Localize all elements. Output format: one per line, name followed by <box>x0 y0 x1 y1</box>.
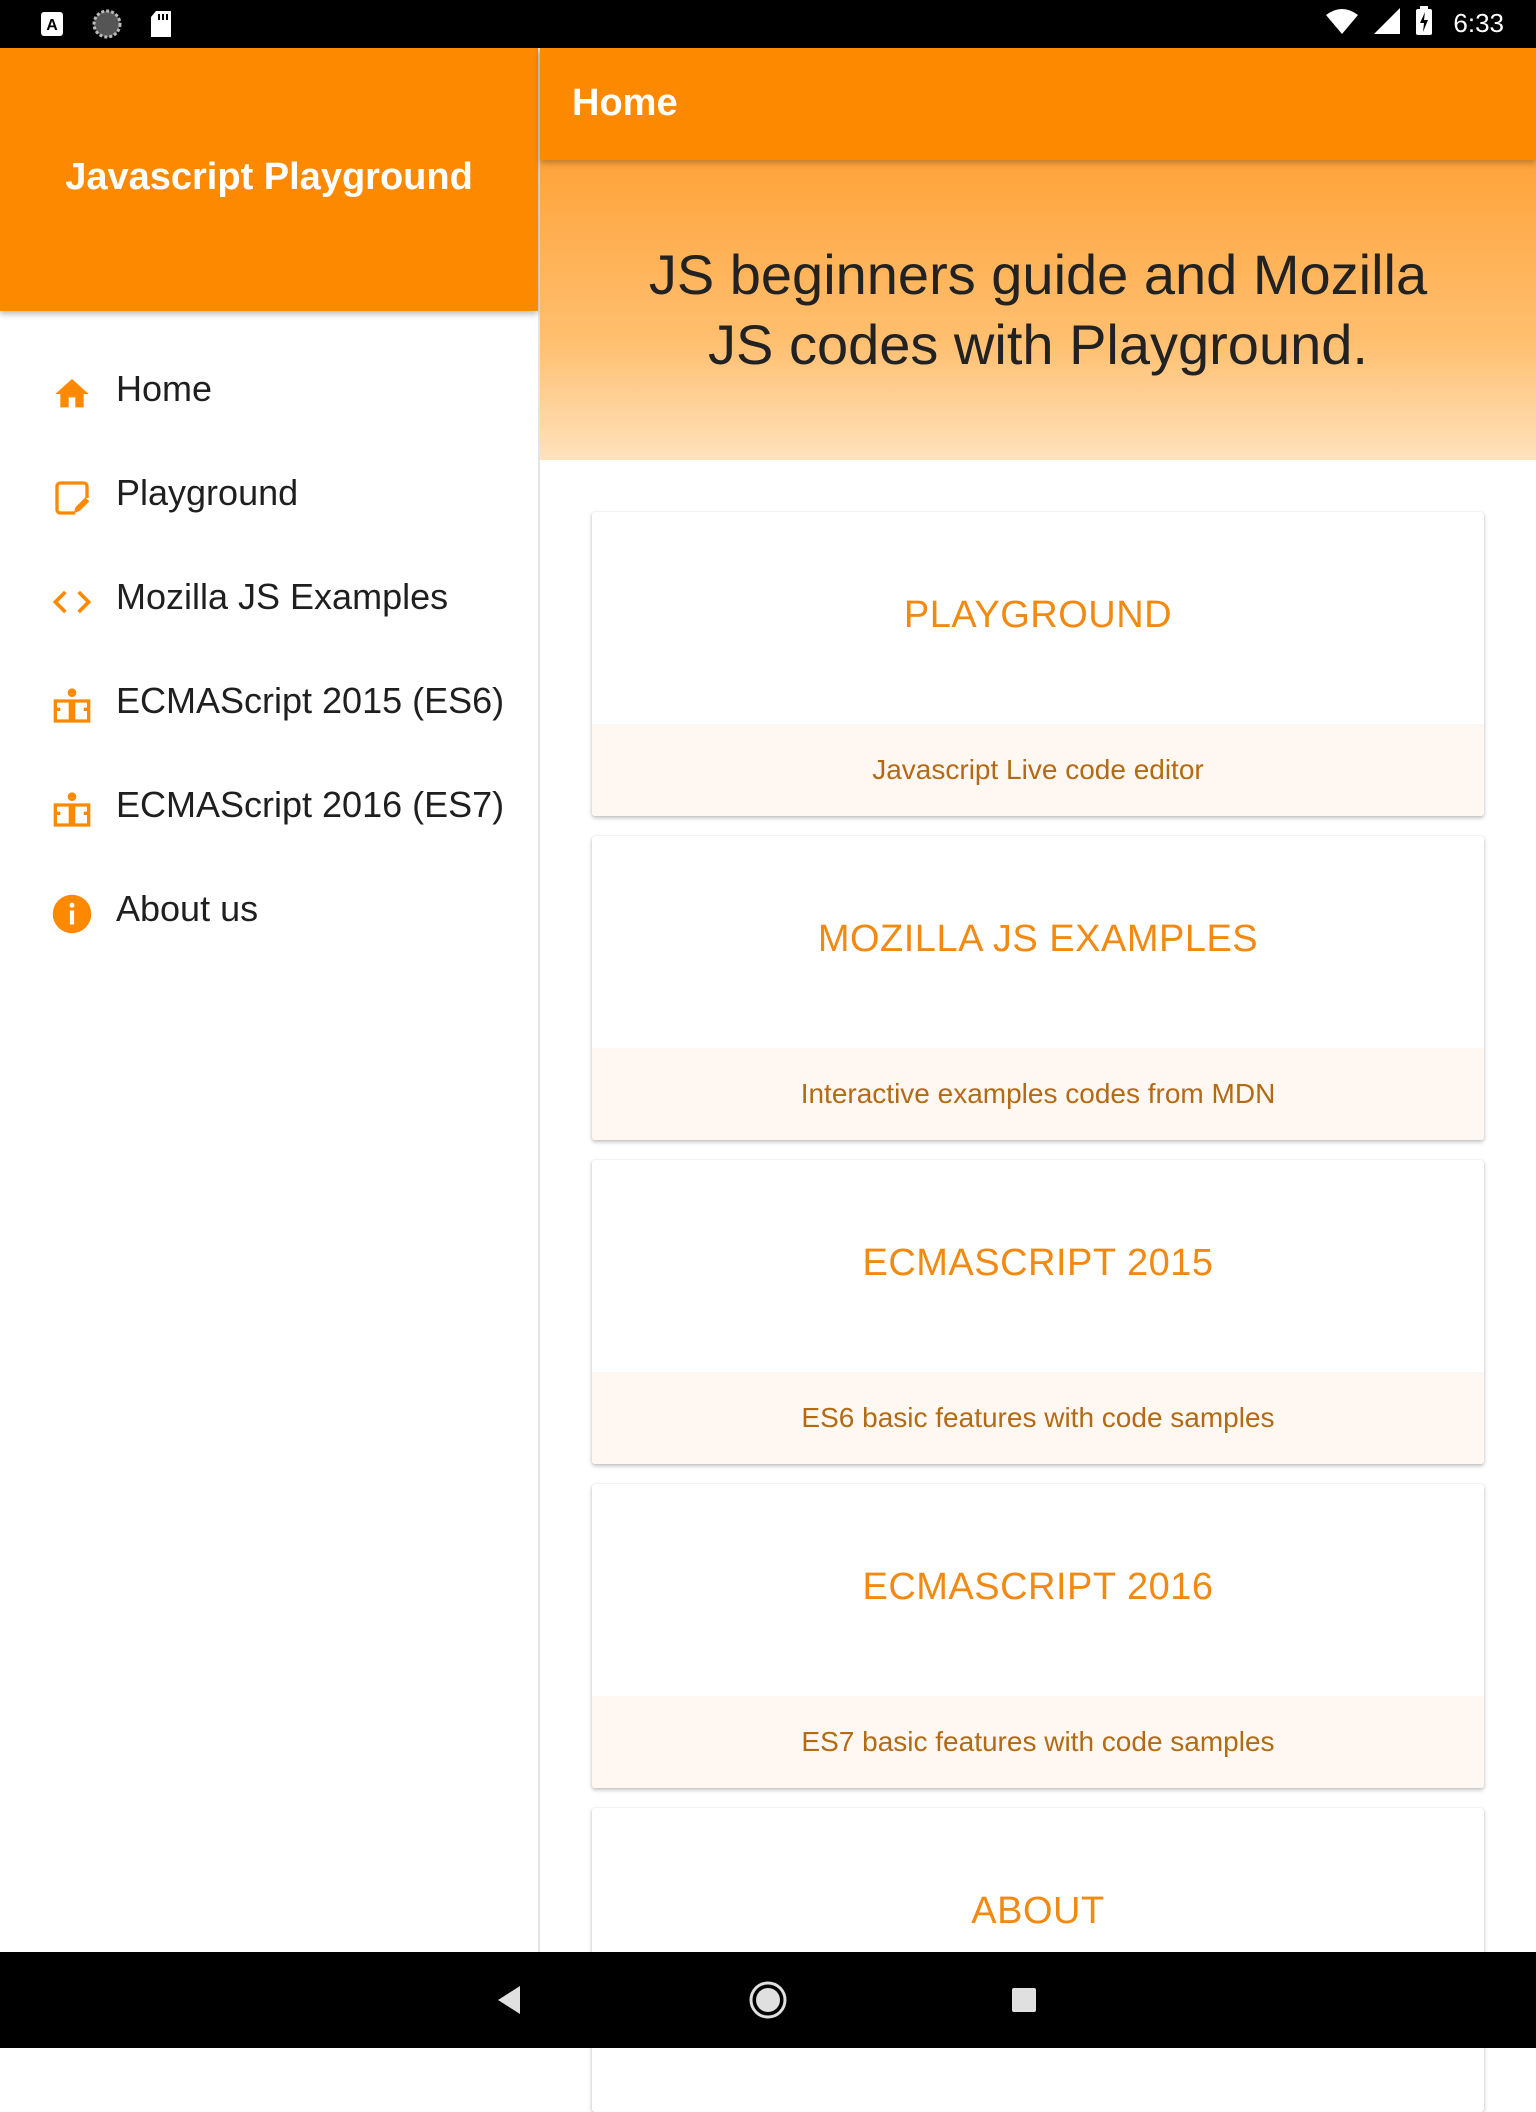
card-footer <box>592 1696 1484 1788</box>
card-subtitle: ES7 basic features with code samples <box>801 1726 1275 1757</box>
sidebar-item-about-us[interactable] <box>0 858 538 962</box>
back-icon[interactable] <box>496 1984 524 2021</box>
card-footer <box>592 724 1484 816</box>
navigation-drawer <box>0 48 540 1952</box>
sidebar-item-ecmascript-2015[interactable] <box>0 650 538 754</box>
sidebar-item-label: Playground <box>116 472 299 513</box>
card-title: PLAYGROUND <box>903 594 1173 636</box>
card-title: MOZILLA JS EXAMPLES <box>817 918 1259 960</box>
sidebar-item-label: ECMAScript 2016 (ES7) <box>116 784 505 825</box>
card-playground[interactable] <box>592 512 1484 816</box>
sidebar-item-mozilla-js-examples[interactable] <box>0 546 538 650</box>
recents-icon[interactable] <box>1010 1986 1038 2019</box>
home-icon <box>50 372 94 416</box>
a-icon <box>40 11 64 42</box>
hero-line-2: JS codes with Playground. <box>708 313 1368 376</box>
card-footer <box>592 1048 1484 1140</box>
drawer-menu <box>0 338 538 962</box>
card-footer <box>592 1372 1484 1464</box>
card-subtitle: Interactive examples codes from MDN <box>800 1078 1276 1109</box>
sidebar-item-label: ECMAScript 2015 (ES6) <box>116 680 505 721</box>
battery-charging-icon <box>1415 6 1433 41</box>
card-subtitle: ES6 basic features with code samples <box>801 1402 1275 1433</box>
app-bar <box>540 48 1536 160</box>
system-nav-bar <box>0 1952 1536 2048</box>
card-subtitle: Javascript Live code editor <box>872 754 1204 785</box>
card-ecmascript-2015[interactable] <box>592 1160 1484 1464</box>
card-title: ECMASCRIPT 2015 <box>862 1242 1214 1284</box>
card-mozilla-js-examples[interactable] <box>592 836 1484 1140</box>
sidebar-item-label: About us <box>116 888 259 929</box>
sd-card-icon <box>150 10 172 43</box>
sidebar-item-label: Home <box>116 368 213 409</box>
svg-text:A: A <box>46 17 58 34</box>
sidebar-item-playground[interactable] <box>0 442 538 546</box>
edit-note-icon <box>50 476 94 520</box>
sidebar-item-home[interactable] <box>0 338 538 442</box>
sidebar-item-label: Mozilla JS Examples <box>116 576 449 617</box>
page-title: Home <box>572 82 678 124</box>
hero-text <box>540 240 1536 380</box>
drawer-header <box>0 48 538 311</box>
status-time: 6:33 <box>1453 8 1504 38</box>
hero-banner <box>540 160 1536 460</box>
book-reader-icon <box>50 788 94 832</box>
home-button-icon[interactable] <box>748 1980 788 2025</box>
info-icon <box>50 892 94 936</box>
card-title: ABOUT <box>971 1890 1105 1932</box>
card-title: ECMASCRIPT 2016 <box>862 1566 1214 1608</box>
wifi-icon <box>1325 7 1359 40</box>
status-bar <box>0 0 1536 48</box>
signal-icon <box>1373 7 1401 40</box>
code-icon <box>50 580 94 624</box>
hero-line-1: JS beginners guide and Mozilla <box>648 243 1428 306</box>
sidebar-item-ecmascript-2016[interactable] <box>0 754 538 858</box>
loading-circle-icon <box>92 9 122 44</box>
book-reader-icon <box>50 684 94 728</box>
card-ecmascript-2016[interactable] <box>592 1484 1484 1788</box>
drawer-title: Javascript Playground <box>65 156 473 198</box>
